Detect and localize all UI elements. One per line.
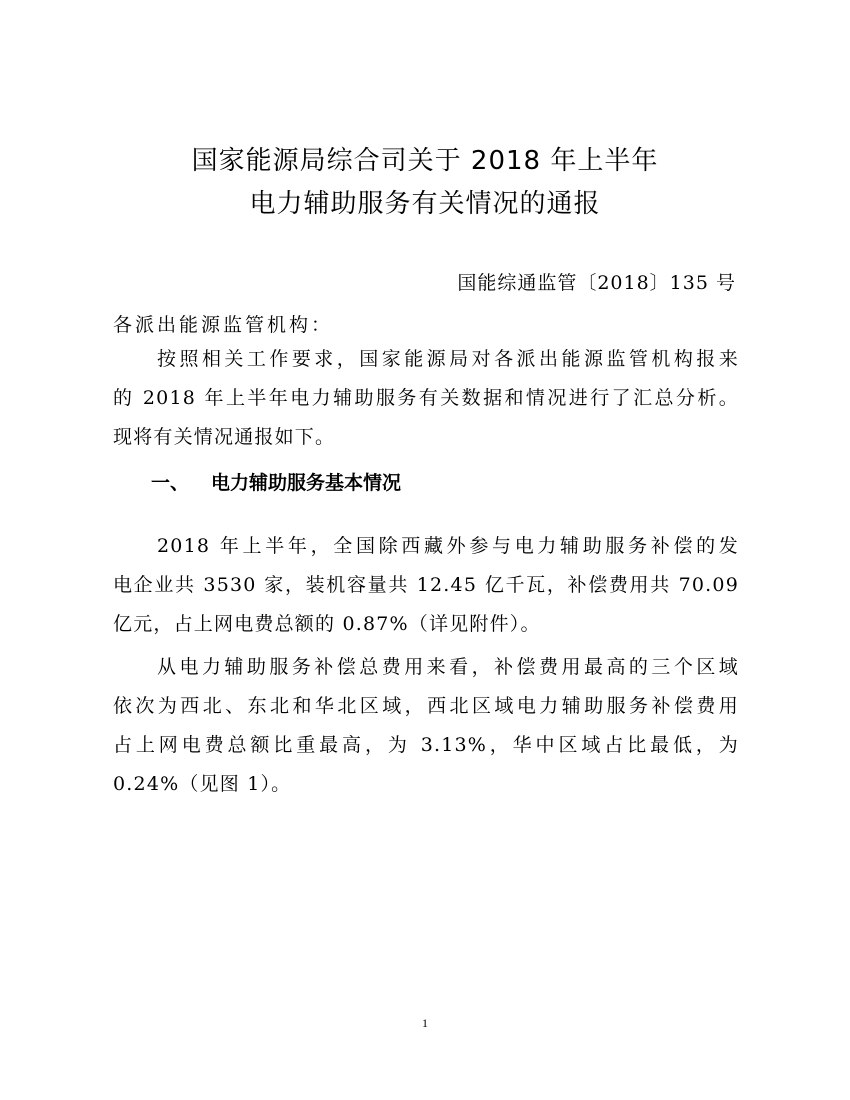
section-title: 电力辅助服务基本情况 [211,472,402,494]
paragraph-intro [113,340,739,457]
section-heading [151,468,401,495]
paragraph-line: 2018 年上半年，全国除西藏外参与电力辅助服务补偿的发 [157,535,739,557]
paragraph-line: 从电力辅助服务补偿总费用来看，补偿费用最高的三个区域 [157,656,739,678]
page-number: 1 [422,1016,428,1030]
paragraph-line: 按照相关工作要求，国家能源局对各派出能源监管机构报来 [157,348,739,370]
document-number: 国能综通监管〔2018〕135 号 [457,272,736,294]
document-title-line-1: 国家能源局综合司关于 2018 年上半年 [191,146,659,176]
paragraph-line: 亿元，占上网电费总额的 0.87%（详见附件）。 [113,613,541,635]
paragraph-summary [113,527,739,644]
section-number: 一、 [151,472,190,494]
paragraph-regional [113,648,739,804]
document-title-line-2: 电力辅助服务有关情况的通报 [249,189,601,219]
salutation: 各派出能源监管机构： [113,314,334,336]
paragraph-line: 的 2018 年上半年电力辅助服务有关数据和情况进行了汇总分析。 [113,387,739,409]
paragraph-line: 电企业共 3530 家，装机容量共 12.45 亿千瓦，补偿费用共 70.09 [113,574,739,596]
paragraph-line: 依次为西北、东北和华北区域，西北区域电力辅助服务补偿费用 [113,695,739,717]
paragraph-line: 0.24%（见图 1）。 [113,773,292,795]
paragraph-line: 占上网电费总额比重最高，为 3.13%，华中区域占比最低，为 [113,734,739,756]
paragraph-line: 现将有关情况通报如下。 [113,426,336,448]
